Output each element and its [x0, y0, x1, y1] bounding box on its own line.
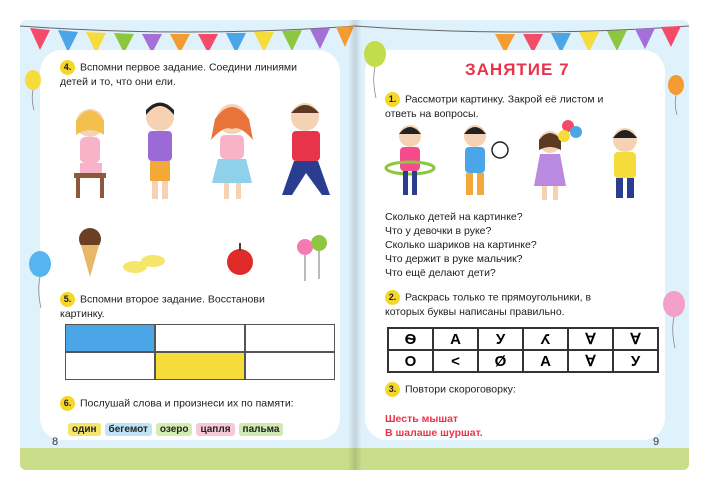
four-children-illustration [60, 95, 345, 205]
task6-badge: 6. [60, 396, 75, 411]
girl-hoop-icon [386, 125, 434, 195]
page-number-left: 8 [52, 436, 59, 448]
tongue-twister-line: Шесть мышат [385, 413, 459, 425]
question: Что у девочки в руке? [385, 225, 492, 237]
letter-cell[interactable]: Ѳ [388, 328, 433, 350]
task5-badge: 5. [60, 292, 75, 307]
letter-cell[interactable]: ∀ [613, 328, 658, 350]
girl-sitting-icon [74, 109, 106, 198]
letters-grid [387, 327, 659, 373]
children-playing-illustration [380, 120, 665, 210]
letter-cell[interactable]: У [478, 328, 523, 350]
girl-balloons-icon [534, 120, 582, 200]
questions-list [385, 210, 665, 280]
question: Что держит в руке мальчик? [385, 253, 523, 265]
letter-cell[interactable]: Ø [478, 350, 523, 372]
letter-cell[interactable]: ∀ [568, 328, 613, 350]
grass-strip [20, 448, 355, 470]
letter-cell[interactable]: А [523, 350, 568, 372]
page-number-right: 9 [653, 436, 660, 448]
boy-dancing-icon [282, 103, 330, 195]
task3-text: 3. Повтори скороговорку: [385, 382, 665, 397]
lemon-slices-icon [123, 255, 165, 273]
letter-cell[interactable]: < [433, 350, 478, 372]
letter-cell[interactable]: ∀ [568, 350, 613, 372]
task3-badge: 3. [385, 382, 400, 397]
tongue-twister [385, 412, 665, 440]
word-list [68, 423, 283, 436]
balloon-green-icon [360, 40, 390, 100]
grid-cell[interactable] [155, 324, 245, 352]
grid-cell-yellow[interactable] [155, 352, 245, 380]
letter-cell[interactable]: У [613, 350, 658, 372]
word-chip: озеро [156, 423, 193, 436]
question: Что ещё делают дети? [385, 267, 496, 279]
left-page [20, 20, 355, 470]
grid-cell-blue[interactable] [65, 324, 155, 352]
question: Сколько шариков на картинке? [385, 239, 537, 251]
open-book [20, 20, 689, 470]
lesson-title: ЗАНЯТИЕ 7 [465, 60, 570, 79]
task2-badge: 2. [385, 290, 400, 305]
letter-cell[interactable]: О [388, 350, 433, 372]
letter-cell[interactable]: А [433, 328, 478, 350]
foods-illustration [75, 225, 335, 285]
boy-eating-icon [613, 128, 637, 198]
bunting-decoration [355, 20, 689, 54]
task1-badge: 1. [385, 92, 400, 107]
task2-text: 2. Раскрась только те прямоугольники, в которых буквы написаны правильно. [385, 291, 592, 318]
boy-dark-hair-icon [146, 103, 174, 200]
balloon-orange-icon [665, 75, 687, 115]
grid-cell[interactable] [245, 352, 335, 380]
word-chip: бегемот [105, 423, 152, 436]
bunting-decoration [20, 20, 355, 54]
question: Сколько детей на картинке? [385, 211, 523, 223]
lollipops-icon [297, 235, 327, 281]
task6-text: 6. Послушай слова и произнеси их по памяти: [60, 396, 345, 411]
girl-red-hair-icon [211, 104, 253, 199]
right-page [355, 20, 689, 470]
apple-icon [227, 243, 253, 275]
grid-cell[interactable] [65, 352, 155, 380]
word-chip: цапля [196, 423, 234, 436]
tongue-twister-line: В шалаше шуршат. [385, 427, 483, 439]
balloon-blue-icon [25, 250, 55, 310]
word-chip: пальма [239, 423, 284, 436]
ice-cream-icon [79, 228, 101, 277]
task4-badge: 4. [60, 60, 75, 75]
task4-text: 4. Вспомни первое задание. Соедини линиями детей и то, что они ели. [60, 61, 297, 88]
task1-text: 1. Рассмотри картинку. Закрой её листом и ответь на вопросы. [385, 93, 604, 120]
word-chip: один [68, 423, 101, 436]
boy-ball-icon [464, 125, 508, 195]
grid-cell[interactable] [245, 324, 335, 352]
letter-cell[interactable]: У [523, 328, 568, 350]
book-spine [348, 20, 362, 470]
balloon-small-icon [22, 70, 44, 110]
task5-text: 5. Вспомни второе задание. Восстанови картинку. [60, 293, 265, 320]
grass-strip [355, 448, 689, 470]
restore-picture-grid [65, 324, 335, 380]
